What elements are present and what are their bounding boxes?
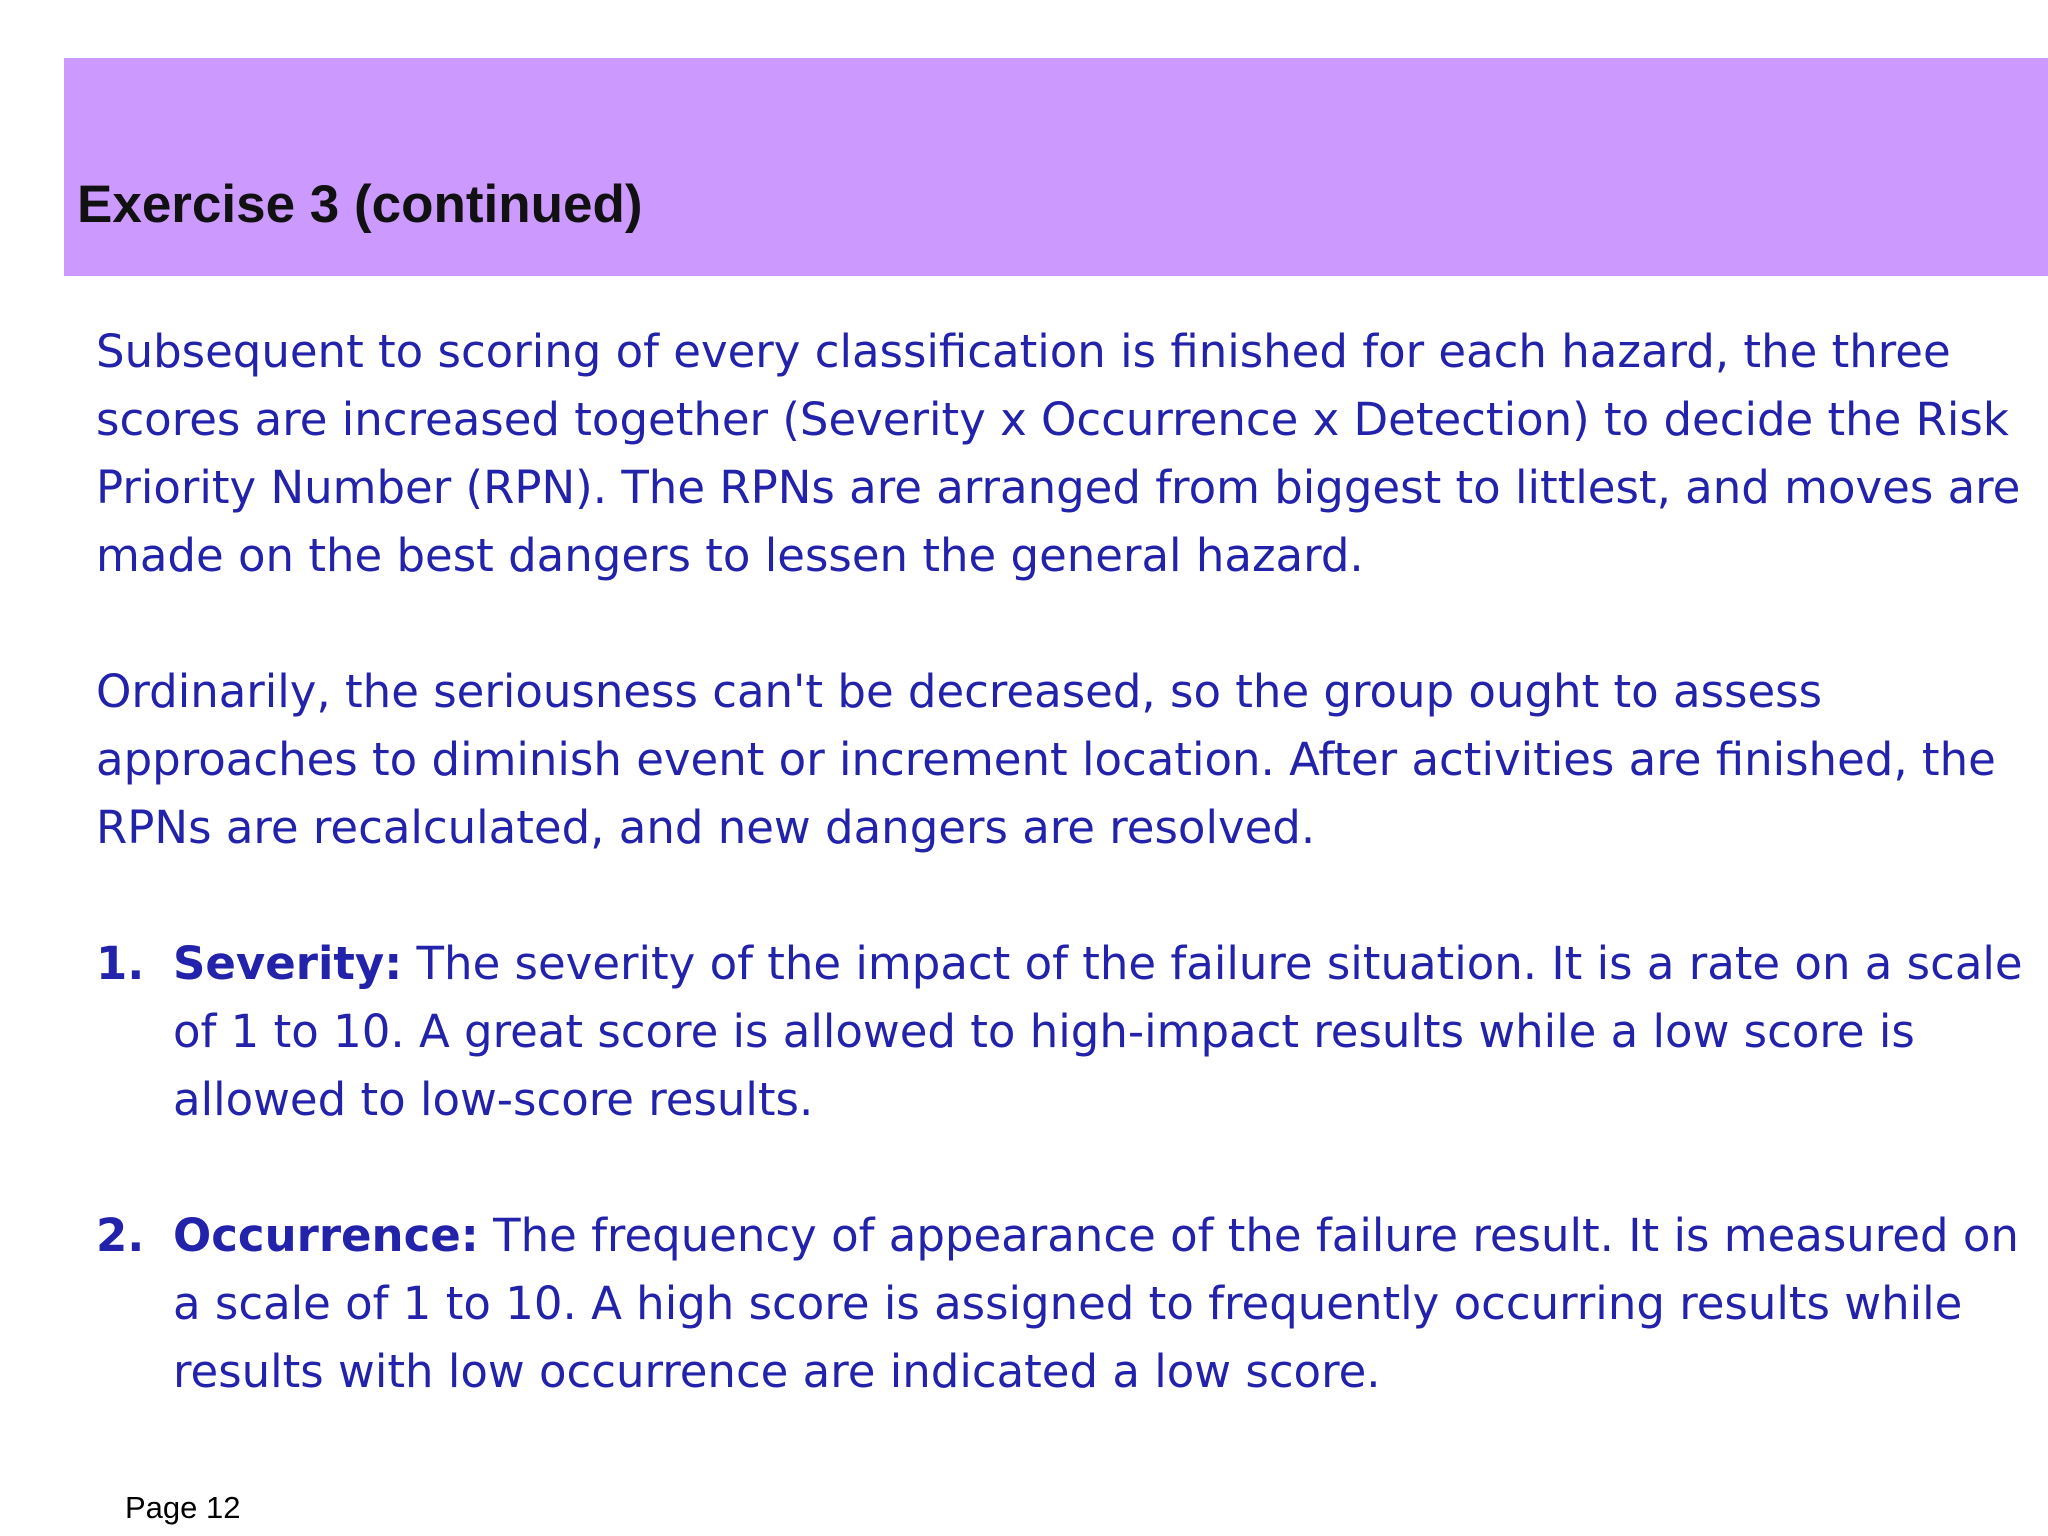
slide-content — [96, 318, 2026, 1474]
list-item-severity — [96, 930, 2026, 1134]
page-title: Exercise 3 (continued) — [77, 175, 643, 234]
term-occurrence: Occurrence: — [173, 1209, 479, 1262]
definition-occurrence: The frequency of appearance of the failure result. It is measured on a scale of 1 to 10. A high score is assigned to frequently occurring results while results with low occurrence are indicated a low score. — [173, 1209, 2019, 1398]
title-band — [64, 58, 2048, 276]
term-severity: Severity: — [173, 937, 403, 990]
criteria-list — [96, 930, 2026, 1406]
list-item-occurrence — [96, 1202, 2026, 1406]
page-number: Page 12 — [125, 1490, 241, 1525]
paragraph-rpn-calculation: Subsequent to scoring of every classification is finished for each hazard, the three scores are increased together (Severity x Occurrence x Detection) to decide the Risk Priority Number (RPN). The RPNs are arranged from biggest to littlest, and moves are made on the best dangers to lessen the general hazard. — [96, 325, 2021, 582]
list-number: 1. — [96, 937, 145, 990]
paragraph-recalculation: Ordinarily, the seriousness can't be decreased, so the group ought to assess approaches to diminish event or increment location. After activities are finished, the RPNs are recalculated, and new dangers are resolved. — [96, 665, 1996, 854]
definition-severity: The severity of the impact of the failure situation. It is a rate on a scale of 1 to 10. A great score is allowed to high-impact results while a low score is allowed to low-score results. — [173, 937, 2023, 1126]
list-number: 2. — [96, 1209, 145, 1262]
